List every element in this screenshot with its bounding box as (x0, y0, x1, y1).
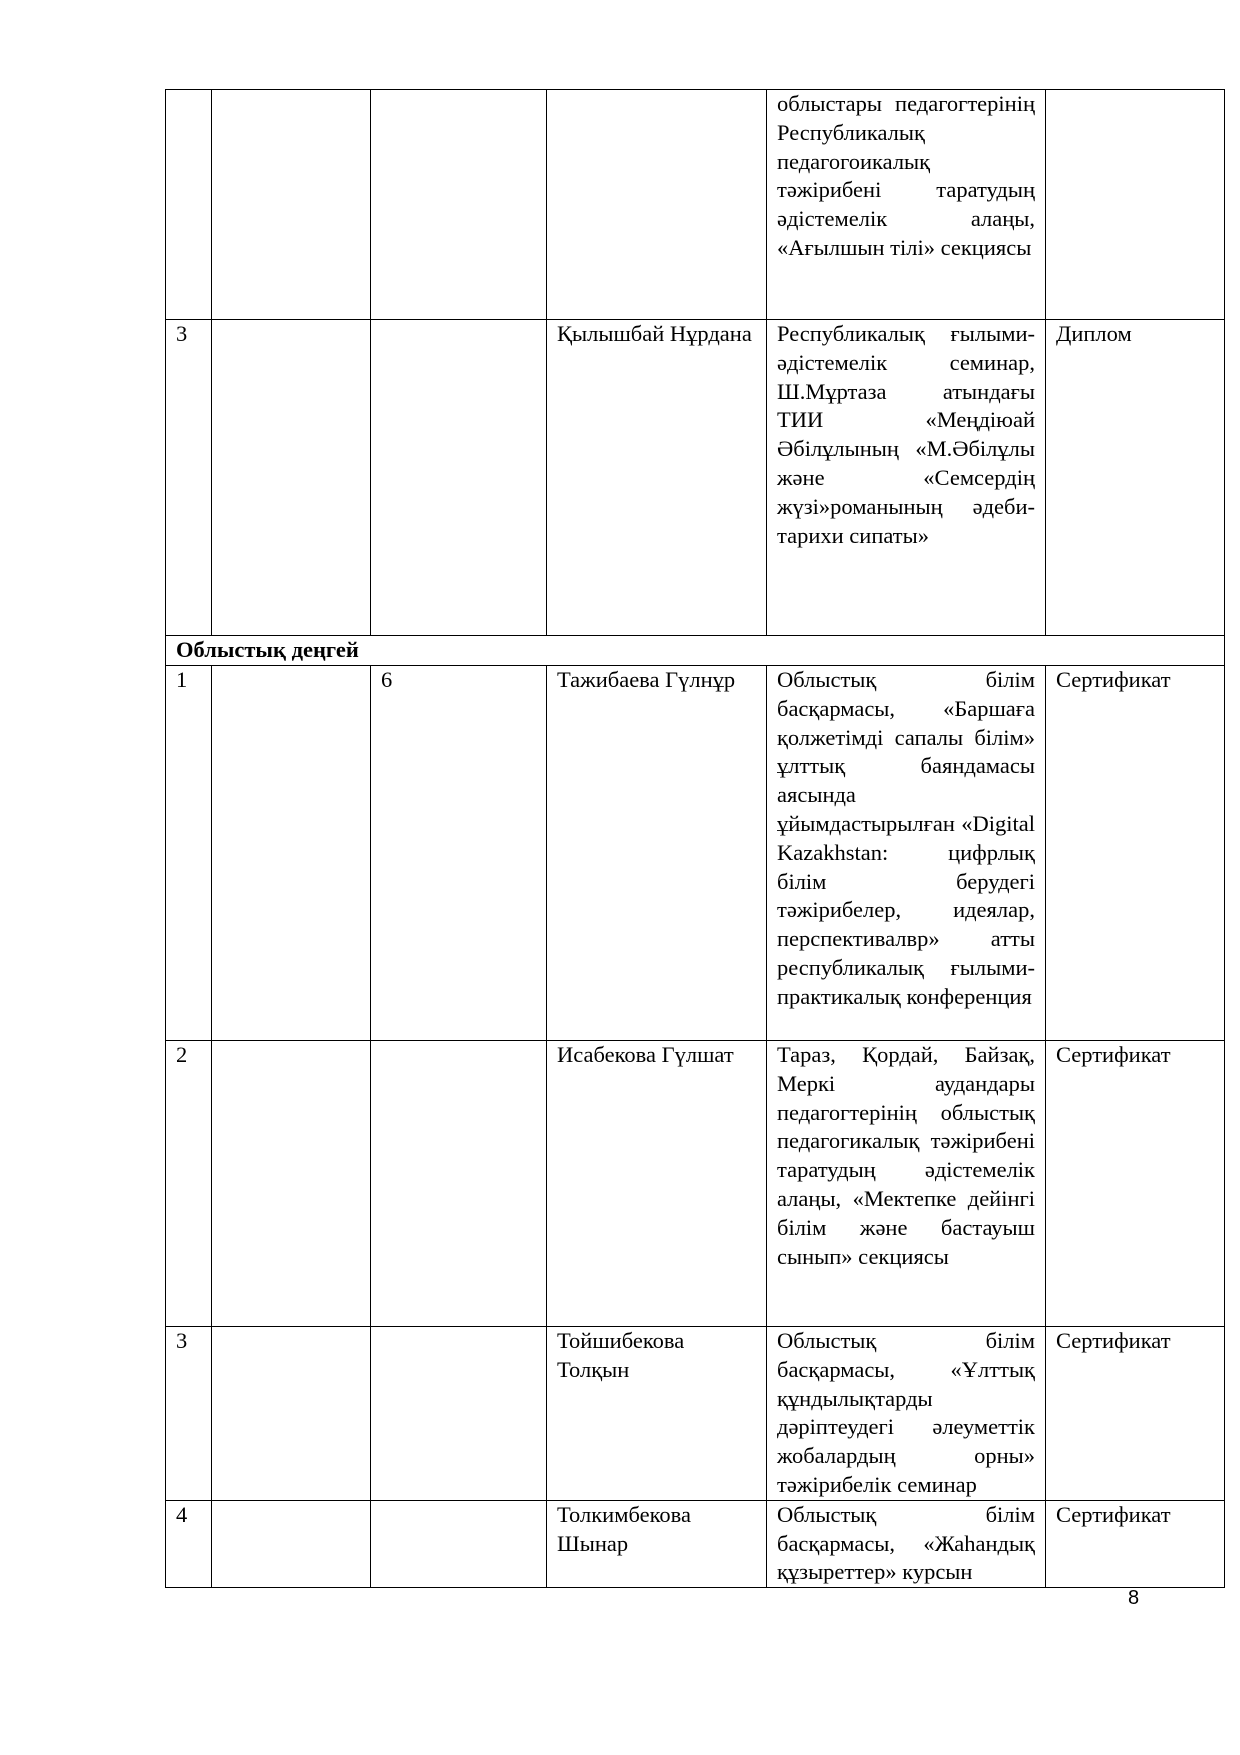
row-number (166, 90, 212, 320)
table-cell (371, 1327, 547, 1501)
records-table (165, 89, 1225, 1588)
section-title: Облыстық деңгей (166, 636, 1225, 666)
page-number: 8 (1128, 1587, 1140, 1609)
table-row (166, 1327, 1225, 1501)
table-cell (212, 1327, 371, 1501)
table-cell (212, 666, 371, 1041)
participant-name: Қылышбай Нұрдана (547, 320, 767, 636)
section-row (166, 636, 1225, 666)
table-cell (371, 1500, 547, 1587)
row-number: 2 (166, 1041, 212, 1327)
award-cell: Сертификат (1046, 666, 1225, 1041)
participant-name (547, 90, 767, 320)
row-number: 3 (166, 1327, 212, 1501)
event-description: Облыстық білім басқармасы, «Ұлттық құндылықтарды дәріптеудегі әлеуметтік жобалардың орны» тәжірибелік семинар (767, 1327, 1046, 1501)
table-row (166, 666, 1225, 1041)
table-row (166, 1500, 1225, 1587)
event-description: Облыстық білім басқармасы, «Жаһандық құзыреттер» курсын (767, 1500, 1046, 1587)
event-description: Республикалық ғылыми-әдістемелік семинар, Ш.Мұртаза атындағы ТИИ «Меңдіюай Әбілұлының «М.Әбілұлы және «Семсердің жүзі»романының әдеби-тарихи сипаты» (767, 320, 1046, 636)
table-cell (371, 320, 547, 636)
event-description: Тараз, Қордай, Байзақ, Меркі аудандары педагогтерінің облыстық педагогикалық тәжірибені таратудың әдістемелік алаңы, «Мектепке дейінгі білім және бастауыш сынып» секциясы (767, 1041, 1046, 1327)
table-cell (212, 1041, 371, 1327)
award-cell: Сертификат (1046, 1327, 1225, 1501)
award-cell: Диплом (1046, 320, 1225, 636)
table-cell (212, 320, 371, 636)
participant-name: Исабекова Гүлшат (547, 1041, 767, 1327)
award-cell (1046, 90, 1225, 320)
row-number: 3 (166, 320, 212, 636)
participant-name: Тойшибекова Толқын (547, 1327, 767, 1501)
table-row (166, 320, 1225, 636)
table-cell (212, 1500, 371, 1587)
participant-name: Толкимбекова Шынар (547, 1500, 767, 1587)
award-cell: Сертификат (1046, 1041, 1225, 1327)
table-cell: 6 (371, 666, 547, 1041)
award-cell: Сертификат (1046, 1500, 1225, 1587)
table-cell (371, 90, 547, 320)
table-cell (371, 1041, 547, 1327)
event-description: Облыстық білім басқармасы, «Баршаға қолжетімді сапалы білім» ұлттық баяндамасы аясында ұйымдастырылған «Digital Kazakhstan: цифрлық білім берудегі тәжірибелер, идеялар, перспективалвр» атты республикалық ғылыми-практикалық конференция (767, 666, 1046, 1041)
event-description: облыстары педагогтерінің Республикалық педагогоикалық тәжірибені таратудың әдістемелік алаңы, «Ағылшын тілі» секциясы (767, 90, 1046, 320)
table-row (166, 90, 1225, 320)
table-row (166, 1041, 1225, 1327)
row-number: 1 (166, 666, 212, 1041)
table-cell (212, 90, 371, 320)
participant-name: Тажибаева Гүлнұр (547, 666, 767, 1041)
row-number: 4 (166, 1500, 212, 1587)
